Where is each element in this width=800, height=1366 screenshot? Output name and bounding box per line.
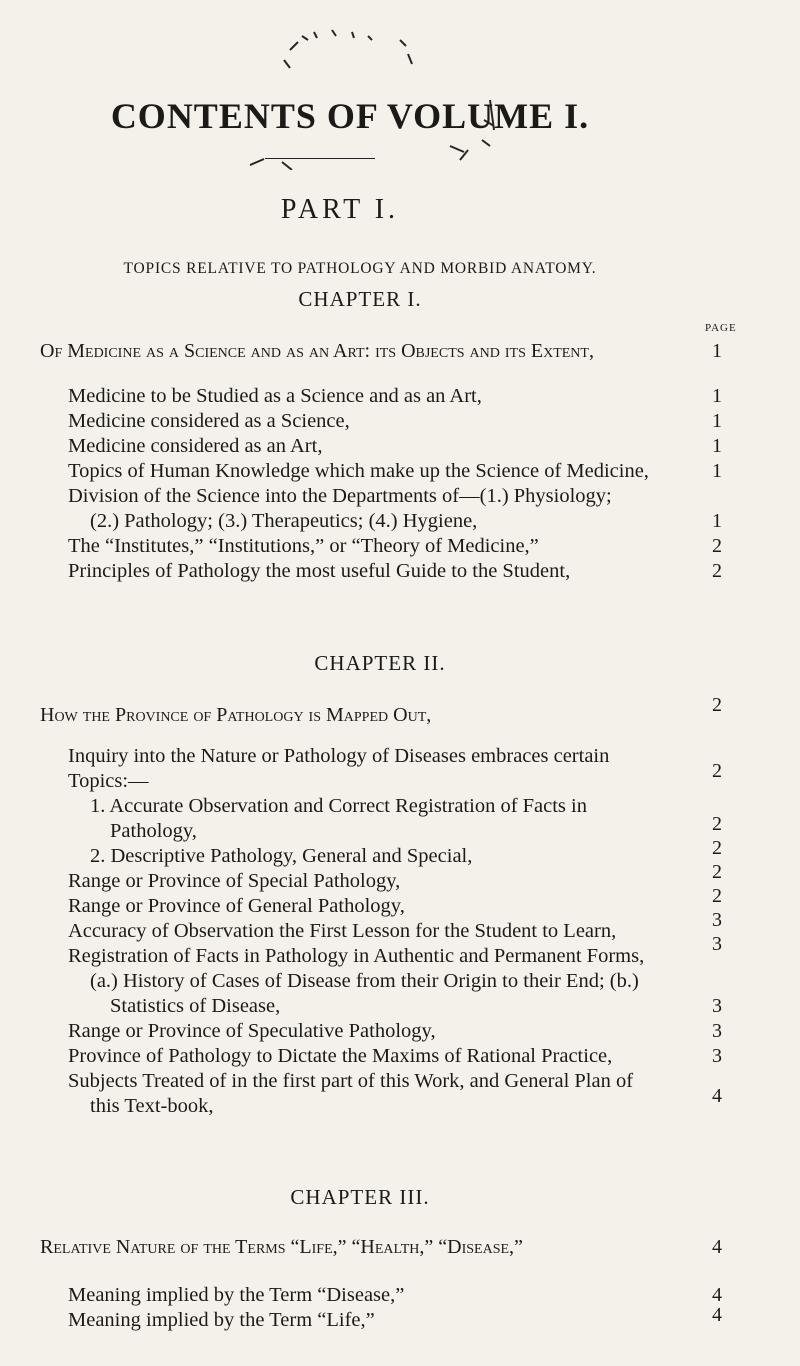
page-number: 4: [712, 1236, 722, 1258]
toc-entry: Range or Province of General Pathology,: [68, 895, 405, 917]
chapter-heading: CHAPTER II.: [314, 651, 446, 675]
page-column-label: PAGE: [705, 322, 737, 334]
toc-entry: Statistics of Disease,: [110, 995, 281, 1017]
page-number: 1: [712, 385, 722, 407]
page-number: 3: [712, 1020, 722, 1042]
toc-entry: 1. Accurate Observation and Correct Registration of Facts in: [90, 795, 587, 817]
toc-entry: Medicine to be Studied as a Science and as an Art,: [68, 385, 482, 407]
page-number: 3: [712, 1045, 722, 1067]
toc-entry: Medicine considered as an Art,: [68, 435, 323, 457]
page-number: 3: [712, 909, 722, 931]
toc-entry: Range or Province of Special Pathology,: [68, 870, 401, 892]
chapter-summary: How the Province of Pathology is Mapped Out,: [40, 704, 432, 726]
page-number: 3: [712, 995, 722, 1017]
chapter-summary: Of Medicine as a Science and as an Art: its Objects and its Extent,: [40, 340, 594, 362]
toc-entry: (2.) Pathology; (3.) Therapeutics; (4.) Hygiene,: [90, 510, 478, 532]
toc-entry: Inquiry into the Nature or Pathology of Diseases embraces certain: [68, 745, 610, 767]
toc-entry: Meaning implied by the Term “Disease,”: [68, 1284, 405, 1306]
page-number: 4: [712, 1304, 722, 1326]
toc-entry: Province of Pathology to Dictate the Maxims of Rational Practice,: [68, 1045, 613, 1067]
toc-entry: Range or Province of Speculative Pathology,: [68, 1020, 436, 1042]
page-number: 2: [712, 813, 722, 835]
chapter-heading: CHAPTER I.: [298, 287, 422, 311]
page-number: 2: [712, 837, 722, 859]
toc-entry: Principles of Pathology the most useful Guide to the Student,: [68, 560, 571, 582]
page-number: 2: [712, 694, 722, 716]
page-number: 2: [712, 535, 722, 557]
toc-entry: Subjects Treated of in the first part of this Work, and General Plan of: [68, 1070, 634, 1092]
toc-entry: Topics of Human Knowledge which make up the Science of Medicine,: [68, 460, 649, 482]
page-number: 1: [712, 340, 722, 362]
toc-entry: Medicine considered as a Science,: [68, 410, 350, 432]
page-number: 1: [712, 510, 722, 532]
page-number: 4: [712, 1085, 722, 1107]
page-number: 4: [712, 1284, 722, 1306]
part-heading: PART I.: [280, 194, 400, 225]
page-number: 2: [712, 760, 722, 782]
page-title: CONTENTS OF VOLUME I.: [110, 96, 590, 136]
toc-entry: this Text-book,: [90, 1095, 214, 1117]
toc-entry: Pathology,: [110, 820, 197, 842]
page-number: 2: [712, 861, 722, 883]
page-number: 1: [712, 460, 722, 482]
toc-entry: Topics:—: [68, 770, 149, 792]
toc-entry: Meaning implied by the Term “Life,”: [68, 1309, 375, 1331]
toc-entry: 2. Descriptive Pathology, General and Special,: [90, 845, 473, 867]
toc-entry: The “Institutes,” “Institutions,” or “Theory of Medicine,”: [68, 535, 539, 557]
chapter-heading: CHAPTER III.: [290, 1185, 430, 1209]
page-number: 1: [712, 410, 722, 432]
toc-entry: Division of the Science into the Departments of—(1.) Physiology;: [68, 485, 612, 507]
page-number: 2: [712, 885, 722, 907]
page-number: 2: [712, 560, 722, 582]
toc-entry: Registration of Facts in Pathology in Authentic and Permanent Forms,: [68, 945, 645, 967]
divider: [265, 158, 375, 159]
part-subtitle: TOPICS RELATIVE TO PATHOLOGY AND MORBID ANATOMY.: [123, 260, 597, 277]
page-number: 1: [712, 435, 722, 457]
page-number: 3: [712, 933, 722, 955]
toc-entry: Accuracy of Observation the First Lesson for the Student to Learn,: [68, 920, 617, 942]
chapter-summary: Relative Nature of the Terms “Life,” “Health,” “Disease,”: [40, 1236, 523, 1258]
toc-entry: (a.) History of Cases of Disease from their Origin to their End; (b.): [90, 970, 639, 992]
